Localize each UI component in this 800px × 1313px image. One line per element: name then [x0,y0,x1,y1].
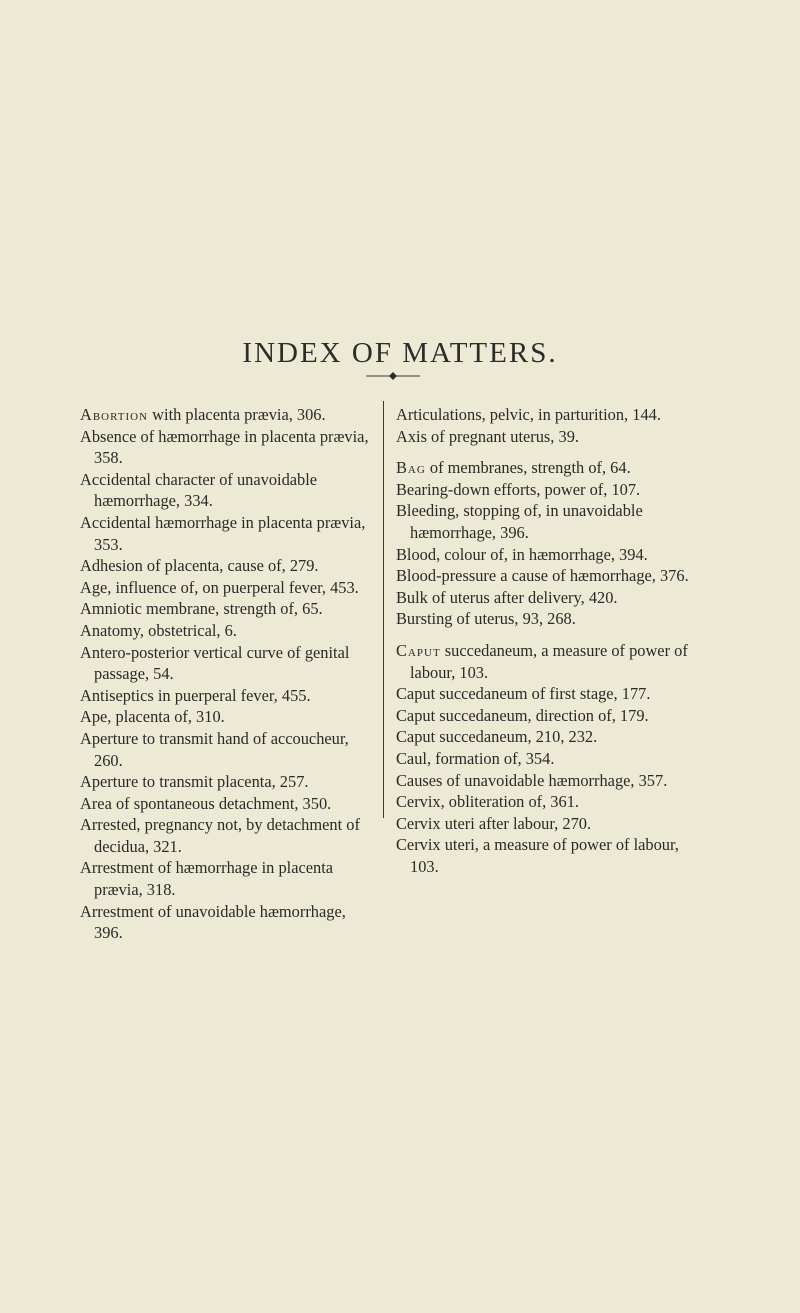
index-entry: Caput succedaneum, direction of, 179. [396,705,649,725]
entry-text: with placenta prævia, 306. [148,405,326,424]
left-column [80,404,375,944]
index-entry: Absence of hæmorrhage in placenta prævia, 358. [80,426,369,468]
index-entry: Antero-posterior vertical curve of genital passage, 54. [80,642,350,684]
column-divider [383,401,384,818]
index-entry: Antiseptics in puerperal fever, 455. [80,685,311,705]
index-entry: Aperture to transmit placenta, 257. [80,772,309,792]
entry-lead-word: Bag [396,458,426,478]
index-entry: Blood, colour of, in hæmorrhage, 394. [396,544,648,564]
index-entry: Blood-pressure a cause of hæmorrhage, 376. [396,566,689,586]
page-title: INDEX OF MATTERS. [242,337,558,369]
index-entry: Arrested, pregnancy not, by detachment of decidua, 321. [80,815,360,856]
entry-lead-word: Caput [396,640,441,660]
index-entry: Ape, placenta of, 310. [80,707,225,727]
index-entry: Articulations, pelvic, in parturition, 144. [396,405,661,424]
index-entry: Adhesion of placenta, cause of, 279. [80,556,319,576]
index-entry: Cervix uteri, a measure of power of labour, 103. [396,835,679,876]
index-entry: Cervix, obliteration of, 361. [396,792,579,812]
index-entry [396,640,691,683]
index-entry: Accidental hæmorrhage in placenta prævia, 353. [80,512,366,554]
index-entry: Bulk of uterus after delivery, 420. [396,587,618,607]
index-entry [80,404,375,426]
index-entry: Area of spontaneous detachment, 350. [80,793,332,813]
index-entry: Bleeding, stopping of, in unavoidable hæmorrhage, 396. [396,501,643,542]
index-entry: Caul, formation of, 354. [396,748,555,768]
index-entry: Bearing-down efforts, power of, 107. [396,479,641,499]
index-entry: Causes of unavoidable hæmorrhage, 357. [396,770,668,790]
index-entry: Anatomy, obstetrical, 6. [80,620,237,640]
index-entry: Bursting of uterus, 93, 268. [396,609,576,629]
index-entry: Age, influence of, on puerperal fever, 453. [80,577,359,597]
diamond-rule-ornament [366,370,420,382]
entry-text: succedaneum, a measure of power of labour, 103. [410,640,688,682]
index-entry: Axis of pregnant uterus, 39. [396,426,579,446]
index-entry: Amniotic membrane, strength of, 65. [80,599,323,619]
index-entry: Arrestment of hæmorrhage in placenta prævia, 318. [80,858,334,900]
entry-lead-word: Abortion [80,405,149,424]
index-entry: Arrestment of unavoidable hæmorrhage, 396. [80,901,346,943]
index-entry: Aperture to transmit hand of accoucheur, 260. [80,728,349,770]
index-entry: Cervix uteri after labour, 270. [396,813,592,833]
index-entry [396,457,691,479]
index-entry: Caput succedaneum, 210, 232. [396,727,598,747]
right-column [396,404,691,877]
index-entry: Caput succedaneum of first stage, 177. [396,684,651,704]
index-entry: Accidental character of unavoidable hæmorrhage, 334. [80,469,318,511]
entry-text: of membranes, strength of, 64. [425,458,631,478]
